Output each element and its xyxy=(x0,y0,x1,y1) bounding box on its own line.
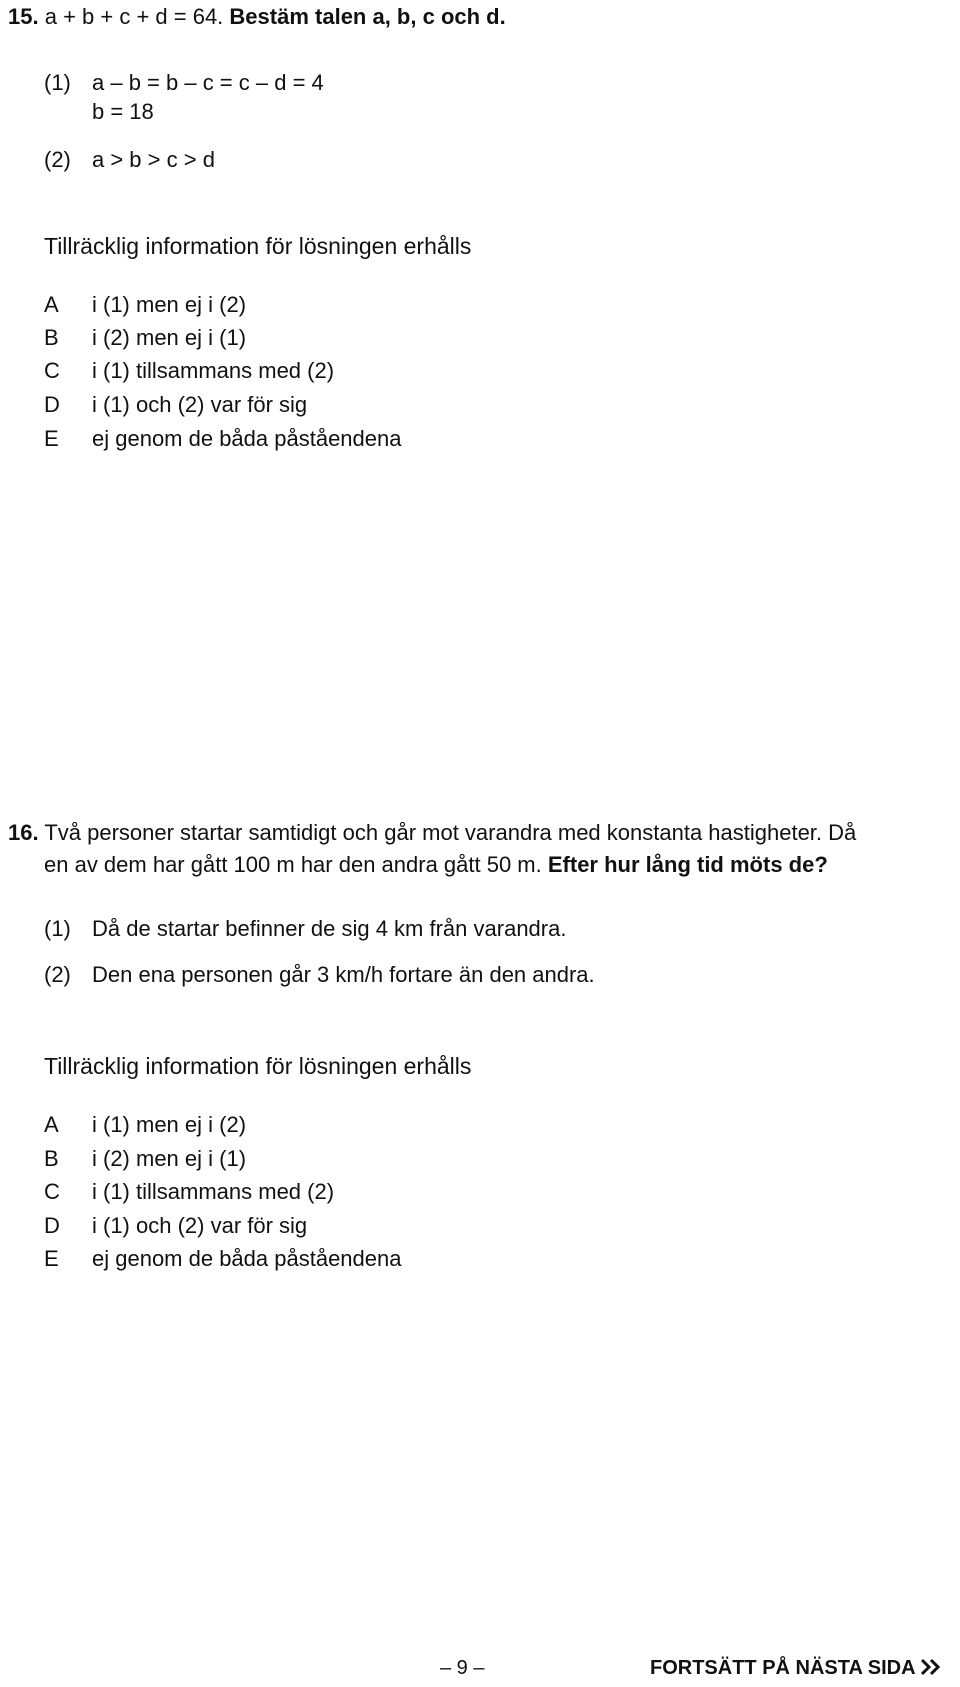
q16-option-a-letter: A xyxy=(44,1112,59,1137)
q15-stem: a + b + c + d = 64. xyxy=(44,4,224,29)
double-chevron-right-icon xyxy=(920,1657,942,1677)
q16-option-a-text: i (1) men ej i (2) xyxy=(92,1112,247,1137)
q15-header xyxy=(8,4,506,30)
q15-option-d-letter: D xyxy=(44,392,60,417)
q15-option-e-text: ej genom de båda påståendena xyxy=(92,426,402,451)
q15-statement-1-line-1: a – b = b – c = c – d = 4 xyxy=(92,70,324,95)
q16-statement-2-text: Den ena personen går 3 km/h fortare än den andra. xyxy=(92,962,595,987)
q16-question: Efter hur lång tid möts de? xyxy=(547,852,828,877)
continue-label: FORTSÄTT PÅ NÄSTA SIDA xyxy=(650,1657,915,1679)
q15-option-e-letter: E xyxy=(44,426,59,451)
q16-line-1 xyxy=(8,820,856,846)
q16-info-heading: Tillräcklig information för lösningen erhålls xyxy=(44,1053,472,1079)
q16-number: 16. xyxy=(8,820,39,845)
q15-number: 15. xyxy=(8,4,39,29)
q15-statement-2-label: (2) xyxy=(44,147,71,172)
continue-next-page xyxy=(650,1656,942,1680)
q15-info-heading: Tillräcklig information för lösningen erhålls xyxy=(44,233,472,259)
q15-option-a-text: i (1) men ej i (2) xyxy=(92,292,247,317)
q15-option-b-letter: B xyxy=(44,325,59,350)
q16-option-e-letter: E xyxy=(44,1246,59,1271)
q16-option-c-letter: C xyxy=(44,1179,60,1204)
q16-option-b-text: i (2) men ej i (1) xyxy=(92,1146,247,1171)
q16-text-line-1: Två personer startar samtidigt och går mot varandra med konstanta hastigheter. Då xyxy=(44,820,857,845)
q16-option-b-letter: B xyxy=(44,1146,59,1171)
q16-option-e-text: ej genom de båda påståendena xyxy=(92,1246,402,1271)
q16-option-d-letter: D xyxy=(44,1213,60,1238)
q15-option-c-text: i (1) tillsammans med (2) xyxy=(92,358,335,383)
q16-statement-1-text: Då de startar befinner de sig 4 km från varandra. xyxy=(92,916,567,941)
q15-question: Bestäm talen a, b, c och d. xyxy=(229,4,506,29)
q16-statement-1-label: (1) xyxy=(44,916,71,941)
q15-option-b-text: i (2) men ej i (1) xyxy=(92,325,247,350)
q16-option-c-text: i (1) tillsammans med (2) xyxy=(92,1179,335,1204)
q15-statement-1-label: (1) xyxy=(44,70,71,95)
q16-text-line-2: en av dem har gått 100 m har den andra gått 50 m. xyxy=(44,852,542,877)
q16-option-d-text: i (1) och (2) var för sig xyxy=(92,1213,308,1238)
q15-option-d-text: i (1) och (2) var för sig xyxy=(92,392,308,417)
page-number: – 9 – xyxy=(440,1657,485,1679)
q16-line-2 xyxy=(44,852,828,878)
q15-statement-1-line-2: b = 18 xyxy=(92,99,154,124)
q16-statement-2-label: (2) xyxy=(44,962,71,987)
q15-statement-2-line-1: a > b > c > d xyxy=(92,147,215,172)
q15-option-c-letter: C xyxy=(44,358,60,383)
q15-option-a-letter: A xyxy=(44,292,59,317)
